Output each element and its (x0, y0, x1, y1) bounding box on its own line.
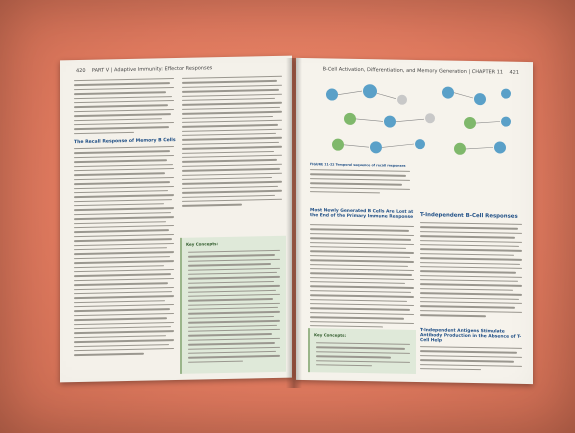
right-subheading: T-Independent Antigens Stimulate Antibody Production in the Absence of T-Cell Help (420, 328, 522, 344)
b-cell-icon (442, 86, 454, 98)
b-cell-icon (370, 141, 382, 153)
left-page-number: 420 (76, 67, 86, 75)
figure-caption (310, 162, 520, 199)
cell-row-top (326, 83, 511, 106)
figure-caption-title: FIGURE 11-22 Temporal sequence of recall responses (310, 162, 406, 168)
right-page-number: 421 (509, 69, 519, 76)
right-key-concepts-label: Key Concepts: (314, 332, 347, 338)
b-cell-icon (384, 115, 396, 127)
right-section-heading-right: T-Independent B-Cell Responses (420, 212, 518, 220)
book-gutter (286, 58, 302, 388)
open-textbook (60, 58, 533, 388)
b-cell-icon (326, 88, 338, 100)
b-cell-icon (501, 117, 511, 127)
right-key-concepts-text (316, 342, 410, 370)
left-key-concepts-text (188, 250, 280, 366)
cell-row-bottom (332, 138, 506, 156)
cell-diagram-figure (310, 76, 520, 162)
right-section-heading-left: Most Newly Generated B Cells Are Lost at the End of the Primary Immune Response (310, 208, 414, 221)
b-cell-icon (501, 89, 511, 99)
left-page (60, 56, 292, 383)
left-section-heading: The Recall Response of Memory B Cells (74, 138, 176, 146)
left-column-1-text-b (74, 146, 174, 359)
right-column-2-text-b (420, 346, 522, 374)
left-running-head-text: PART V | Adaptive Immunity: Effector Responses (91, 65, 213, 74)
cell-row-middle (344, 112, 511, 130)
left-key-concepts-label: Key Concepts: (186, 241, 219, 247)
left-key-concepts-box (180, 236, 286, 374)
b-cell-icon (474, 93, 486, 105)
plasma-cell-icon (464, 117, 476, 129)
antigen-icon (425, 113, 435, 123)
right-running-head-text: B-Cell Activation, Differentiation, and Memory Generation | CHAPTER 11 (322, 66, 504, 76)
b-cell-icon (415, 139, 425, 149)
right-key-concepts-box (308, 328, 416, 374)
right-column-1-text (310, 224, 414, 331)
right-page (296, 58, 533, 384)
right-running-head (323, 66, 519, 75)
plasma-cell-icon (344, 113, 356, 125)
left-running-head (76, 65, 212, 74)
plasma-cell-icon (454, 143, 466, 155)
figure-caption-text (310, 169, 410, 194)
antigen-icon (397, 95, 407, 105)
left-column-1-text (74, 78, 174, 137)
plasma-cell-icon (332, 139, 344, 151)
b-cell-icon (494, 141, 506, 153)
left-column-2-text (182, 76, 282, 210)
right-column-2-text (420, 222, 522, 320)
b-cell-icon (363, 84, 377, 98)
